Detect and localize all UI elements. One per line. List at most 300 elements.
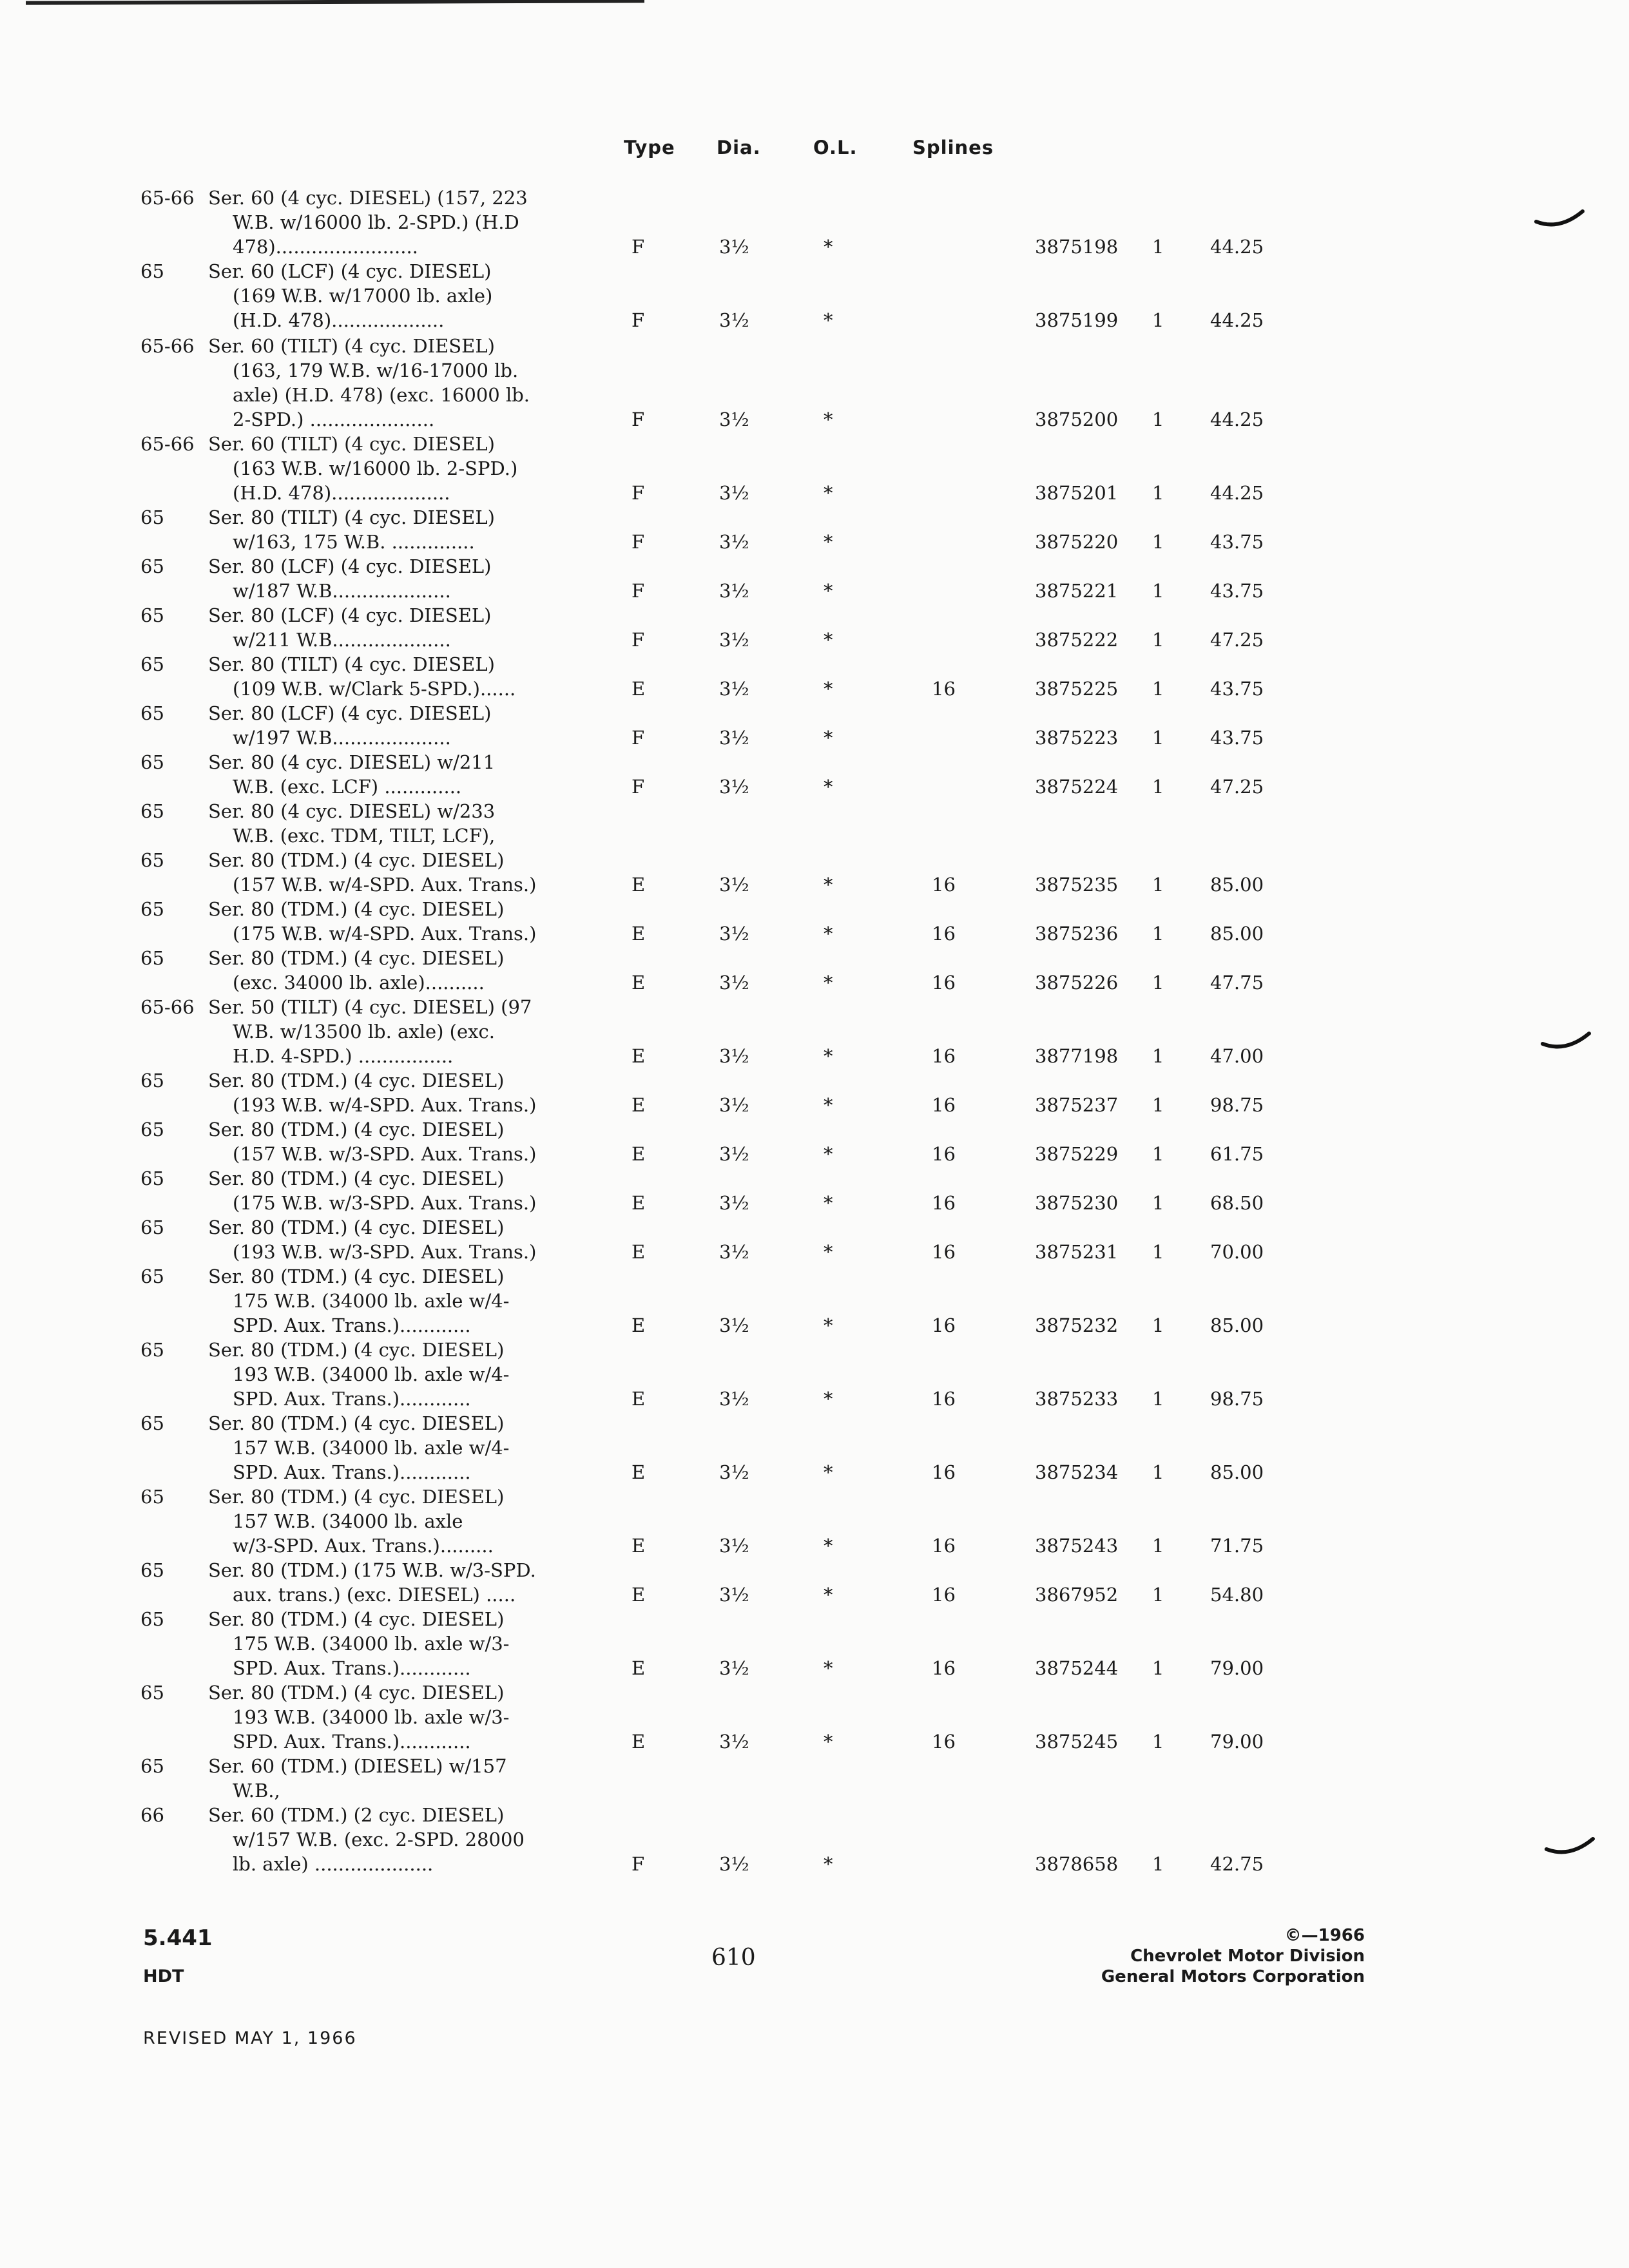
- description-line: 193 W.B. (34000 lb. axle w/3-: [233, 1706, 510, 1728]
- type-value: F: [631, 236, 645, 258]
- type-value: E: [631, 678, 646, 700]
- part-number: 3875198: [1035, 236, 1119, 258]
- price-value: 85.00: [1210, 1314, 1264, 1336]
- overall-length-value: *: [824, 482, 833, 504]
- description-line: Ser. 60 (TILT) (4 cyc. DIESEL): [208, 433, 495, 455]
- diameter-value: 3½: [719, 874, 749, 896]
- price-value: 79.00: [1210, 1657, 1264, 1679]
- entry-description: [208, 1754, 595, 1803]
- description-line: (175 W.B. w/3-SPD. Aux. Trans.): [233, 1192, 537, 1214]
- overall-length-value: *: [824, 1853, 833, 1875]
- quantity-value: 1: [1152, 1853, 1164, 1875]
- description-line: Ser. 80 (TDM.) (4 cyc. DIESEL): [208, 898, 505, 920]
- quantity-value: 1: [1152, 1535, 1164, 1557]
- model-year: 65: [140, 898, 164, 920]
- price-value: 43.75: [1210, 580, 1264, 602]
- description-line: 175 W.B. (34000 lb. axle w/3-: [233, 1633, 510, 1655]
- description-line: w/3-SPD. Aux. Trans.).........: [233, 1535, 494, 1557]
- description-line: Ser. 80 (TDM.) (4 cyc. DIESEL): [208, 947, 505, 969]
- description-line: W.B. w/13500 lb. axle) (exc.: [233, 1021, 495, 1043]
- entry-description: [208, 505, 595, 554]
- part-number: 3875229: [1035, 1143, 1119, 1165]
- description-line: w/197 W.B....................: [233, 727, 451, 749]
- description-line: Ser. 60 (TDM.) (2 cyc. DIESEL): [208, 1804, 505, 1826]
- description-line: 157 W.B. (34000 lb. axle w/4-: [233, 1437, 510, 1459]
- header-dia: Dia.: [717, 137, 761, 159]
- model-year: 65: [140, 1608, 164, 1630]
- price-value: 47.25: [1210, 629, 1264, 651]
- header-type: Type: [624, 137, 675, 159]
- overall-length-value: *: [824, 408, 833, 430]
- description-line: Ser. 80 (TDM.) (4 cyc. DIESEL): [208, 1070, 505, 1091]
- description-line: Ser. 80 (TDM.) (4 cyc. DIESEL): [208, 849, 505, 871]
- part-number: 3875244: [1035, 1657, 1119, 1679]
- price-value: 79.00: [1210, 1731, 1264, 1753]
- part-number: 3875234: [1035, 1461, 1119, 1483]
- type-value: E: [631, 972, 646, 994]
- part-number: 3875236: [1035, 923, 1119, 945]
- description-line: w/187 W.B....................: [233, 580, 451, 602]
- entry-description: [208, 1166, 595, 1215]
- price-value: 70.00: [1210, 1241, 1264, 1263]
- quantity-value: 1: [1152, 1045, 1164, 1067]
- type-value: F: [631, 309, 645, 331]
- description-line: SPD. Aux. Trans.)............: [233, 1731, 471, 1753]
- overall-length-value: *: [824, 309, 833, 331]
- entry-description: [208, 603, 595, 652]
- description-line: 175 W.B. (34000 lb. axle w/4-: [233, 1290, 510, 1312]
- part-number: 3875224: [1035, 776, 1119, 798]
- splines-value: 16: [932, 678, 956, 700]
- type-value: E: [631, 1584, 646, 1606]
- check-mark-icon: [1540, 1030, 1592, 1055]
- splines-value: 16: [932, 1192, 956, 1214]
- description-line: SPD. Aux. Trans.)............: [233, 1461, 471, 1483]
- diameter-value: 3½: [719, 531, 749, 553]
- splines-value: 16: [932, 1388, 956, 1410]
- description-line: Ser. 60 (TDM.) (DIESEL) w/157: [208, 1755, 507, 1777]
- quantity-value: 1: [1152, 482, 1164, 504]
- entry-description: [208, 1607, 595, 1680]
- type-value: F: [631, 727, 645, 749]
- model-year: 65: [140, 1216, 164, 1238]
- description-line: Ser. 80 (TDM.) (4 cyc. DIESEL): [208, 1486, 505, 1508]
- diameter-value: 3½: [719, 580, 749, 602]
- model-year: 66: [140, 1804, 164, 1826]
- overall-length-value: *: [824, 1192, 833, 1214]
- price-value: 85.00: [1210, 923, 1264, 945]
- splines-value: 16: [932, 1584, 956, 1606]
- price-value: 98.75: [1210, 1094, 1264, 1116]
- entry-description: [208, 1068, 595, 1117]
- description-line: w/211 W.B....................: [233, 629, 451, 651]
- description-line: (193 W.B. w/4-SPD. Aux. Trans.): [233, 1094, 537, 1116]
- price-value: 47.25: [1210, 776, 1264, 798]
- type-value: F: [631, 1853, 645, 1875]
- part-number: 3875230: [1035, 1192, 1119, 1214]
- description-line: Ser. 80 (TILT) (4 cyc. DIESEL): [208, 653, 495, 675]
- type-value: F: [631, 531, 645, 553]
- description-line: Ser. 50 (TILT) (4 cyc. DIESEL) (97: [208, 996, 532, 1018]
- description-line: axle) (H.D. 478) (exc. 16000 lb.: [233, 384, 530, 406]
- price-value: 44.25: [1210, 408, 1264, 430]
- entry-description: [208, 799, 595, 848]
- entry-description: [208, 1338, 595, 1411]
- type-value: E: [631, 1143, 646, 1165]
- description-line: W.B.,: [233, 1780, 280, 1802]
- quantity-value: 1: [1152, 580, 1164, 602]
- quantity-value: 1: [1152, 531, 1164, 553]
- price-value: 61.75: [1210, 1143, 1264, 1165]
- quantity-value: 1: [1152, 1192, 1164, 1214]
- overall-length-value: *: [824, 727, 833, 749]
- diameter-value: 3½: [719, 482, 749, 504]
- quantity-value: 1: [1152, 1731, 1164, 1753]
- description-line: Ser. 80 (TDM.) (4 cyc. DIESEL): [208, 1265, 505, 1287]
- model-year: 65: [140, 849, 164, 871]
- description-line: lb. axle) ....................: [233, 1853, 434, 1875]
- quantity-value: 1: [1152, 408, 1164, 430]
- description-line: 193 W.B. (34000 lb. axle w/4-: [233, 1363, 510, 1385]
- part-number: 3875243: [1035, 1535, 1119, 1557]
- entry-description: [208, 897, 595, 946]
- splines-value: 16: [932, 1241, 956, 1263]
- corporation-line: General Motors Corporation: [1101, 1967, 1365, 1986]
- price-value: 44.25: [1210, 309, 1264, 331]
- model-year: 65-66: [140, 187, 195, 209]
- overall-length-value: *: [824, 776, 833, 798]
- quantity-value: 1: [1152, 629, 1164, 651]
- header-splines: Splines: [912, 137, 994, 159]
- overall-length-value: *: [824, 629, 833, 651]
- diameter-value: 3½: [719, 629, 749, 651]
- description-line: SPD. Aux. Trans.)............: [233, 1657, 471, 1679]
- diameter-value: 3½: [719, 1731, 749, 1753]
- type-value: E: [631, 1192, 646, 1214]
- part-number: 3875199: [1035, 309, 1119, 331]
- type-value: E: [631, 1241, 646, 1263]
- model-year: 65: [140, 1486, 164, 1508]
- description-line: (193 W.B. w/3-SPD. Aux. Trans.): [233, 1241, 537, 1263]
- overall-length-value: *: [824, 1731, 833, 1753]
- copyright-block: [1101, 1925, 1365, 1987]
- splines-value: 16: [932, 1461, 956, 1483]
- diameter-value: 3½: [719, 1192, 749, 1214]
- model-year: 65: [140, 1119, 164, 1140]
- entry-description: [208, 701, 595, 750]
- scan-top-edge-line: [26, 0, 644, 5]
- entry-description: [208, 848, 595, 897]
- page-number: 610: [711, 1945, 756, 1971]
- division-line: Chevrolet Motor Division: [1130, 1946, 1365, 1966]
- part-number: 3875226: [1035, 972, 1119, 994]
- part-number: 3875200: [1035, 408, 1119, 430]
- diameter-value: 3½: [719, 1584, 749, 1606]
- overall-length-value: *: [824, 1045, 833, 1067]
- description-line: SPD. Aux. Trans.)............: [233, 1388, 471, 1410]
- description-line: (169 W.B. w/17000 lb. axle): [233, 285, 493, 307]
- price-value: 42.75: [1210, 1853, 1264, 1875]
- type-value: F: [631, 629, 645, 651]
- description-line: Ser. 80 (TDM.) (4 cyc. DIESEL): [208, 1682, 505, 1704]
- type-value: E: [631, 1461, 646, 1483]
- description-line: w/163, 175 W.B. ..............: [233, 531, 475, 553]
- quantity-value: 1: [1152, 1584, 1164, 1606]
- revision-date: REVISED MAY 1, 1966: [143, 2028, 357, 2048]
- model-year: 65: [140, 947, 164, 969]
- type-value: F: [631, 408, 645, 430]
- part-number: 3875221: [1035, 580, 1119, 602]
- description-line: (163 W.B. w/16000 lb. 2-SPD.): [233, 457, 518, 479]
- type-value: F: [631, 580, 645, 602]
- model-year: 65: [140, 800, 164, 822]
- model-year: 65: [140, 751, 164, 773]
- diameter-value: 3½: [719, 408, 749, 430]
- part-number: 3875237: [1035, 1094, 1119, 1116]
- diameter-value: 3½: [719, 1853, 749, 1875]
- splines-value: 16: [932, 1045, 956, 1067]
- quantity-value: 1: [1152, 1241, 1164, 1263]
- overall-length-value: *: [824, 1143, 833, 1165]
- quantity-value: 1: [1152, 1314, 1164, 1336]
- overall-length-value: *: [824, 1584, 833, 1606]
- quantity-value: 1: [1152, 972, 1164, 994]
- splines-value: 16: [932, 1535, 956, 1557]
- quantity-value: 1: [1152, 309, 1164, 331]
- check-mark-icon: [1534, 207, 1585, 233]
- splines-value: 16: [932, 1731, 956, 1753]
- diameter-value: 3½: [719, 1657, 749, 1679]
- description-line: (157 W.B. w/4-SPD. Aux. Trans.): [233, 874, 537, 896]
- price-value: 43.75: [1210, 678, 1264, 700]
- description-line: w/157 W.B. (exc. 2-SPD. 28000: [233, 1829, 525, 1850]
- quantity-value: 1: [1152, 1388, 1164, 1410]
- price-value: 47.75: [1210, 972, 1264, 994]
- overall-length-value: *: [824, 236, 833, 258]
- quantity-value: 1: [1152, 236, 1164, 258]
- price-value: 44.25: [1210, 482, 1264, 504]
- description-line: W.B. (exc. LCF) .............: [233, 776, 462, 798]
- description-line: Ser. 80 (TDM.) (4 cyc. DIESEL): [208, 1412, 505, 1434]
- price-value: 44.25: [1210, 236, 1264, 258]
- quantity-value: 1: [1152, 727, 1164, 749]
- description-line: (109 W.B. w/Clark 5-SPD.)......: [233, 678, 516, 700]
- part-number: 3875225: [1035, 678, 1119, 700]
- part-number: 3878658: [1035, 1853, 1119, 1875]
- entry-description: [208, 1411, 595, 1485]
- price-value: 43.75: [1210, 531, 1264, 553]
- check-mark-icon: [1544, 1835, 1595, 1861]
- part-number: 3875245: [1035, 1731, 1119, 1753]
- diameter-value: 3½: [719, 923, 749, 945]
- overall-length-value: *: [824, 1388, 833, 1410]
- part-number: 3875235: [1035, 874, 1119, 896]
- splines-value: 16: [932, 923, 956, 945]
- model-year: 65: [140, 1265, 164, 1287]
- type-value: E: [631, 1314, 646, 1336]
- splines-value: 16: [932, 1314, 956, 1336]
- entry-description: [208, 1215, 595, 1264]
- description-line: Ser. 60 (TILT) (4 cyc. DIESEL): [208, 335, 495, 357]
- part-number: 3875233: [1035, 1388, 1119, 1410]
- description-line: Ser. 60 (4 cyc. DIESEL) (157, 223: [208, 187, 528, 209]
- part-number: 3867952: [1035, 1584, 1119, 1606]
- description-line: (157 W.B. w/3-SPD. Aux. Trans.): [233, 1143, 537, 1165]
- diameter-value: 3½: [719, 1045, 749, 1067]
- entry-description: [208, 334, 595, 432]
- diameter-value: 3½: [719, 1388, 749, 1410]
- description-line: Ser. 80 (TILT) (4 cyc. DIESEL): [208, 506, 495, 528]
- description-line: Ser. 80 (4 cyc. DIESEL) w/211: [208, 751, 496, 773]
- model-year: 65: [140, 555, 164, 577]
- price-value: 47.00: [1210, 1045, 1264, 1067]
- model-year: 65: [140, 653, 164, 675]
- diameter-value: 3½: [719, 1241, 749, 1263]
- quantity-value: 1: [1152, 1461, 1164, 1483]
- model-year: 65: [140, 1339, 164, 1361]
- description-line: Ser. 80 (TDM.) (4 cyc. DIESEL): [208, 1339, 505, 1361]
- diameter-value: 3½: [719, 1461, 749, 1483]
- model-year: 65: [140, 1070, 164, 1091]
- overall-length-value: *: [824, 1314, 833, 1336]
- type-value: E: [631, 1094, 646, 1116]
- entry-description: [208, 1680, 595, 1754]
- description-line: SPD. Aux. Trans.)............: [233, 1314, 471, 1336]
- entry-description: [208, 186, 595, 259]
- description-line: Ser. 80 (TDM.) (4 cyc. DIESEL): [208, 1216, 505, 1238]
- part-number: 3875231: [1035, 1241, 1119, 1263]
- description-line: Ser. 80 (4 cyc. DIESEL) w/233: [208, 800, 496, 822]
- overall-length-value: *: [824, 531, 833, 553]
- overall-length-value: *: [824, 1241, 833, 1263]
- type-value: F: [631, 776, 645, 798]
- model-year: 65: [140, 506, 164, 528]
- quantity-value: 1: [1152, 923, 1164, 945]
- diameter-value: 3½: [719, 972, 749, 994]
- description-line: Ser. 80 (TDM.) (4 cyc. DIESEL): [208, 1119, 505, 1140]
- entry-description: [208, 1485, 595, 1558]
- price-value: 85.00: [1210, 1461, 1264, 1483]
- entry-description: [208, 750, 595, 799]
- overall-length-value: *: [824, 1535, 833, 1557]
- splines-value: 16: [932, 1657, 956, 1679]
- quantity-value: 1: [1152, 1094, 1164, 1116]
- diameter-value: 3½: [719, 1314, 749, 1336]
- description-line: Ser. 80 (LCF) (4 cyc. DIESEL): [208, 555, 492, 577]
- overall-length-value: *: [824, 972, 833, 994]
- description-line: H.D. 4-SPD.) ................: [233, 1045, 454, 1067]
- entry-description: [208, 1264, 595, 1338]
- description-line: Ser. 80 (LCF) (4 cyc. DIESEL): [208, 702, 492, 724]
- type-value: E: [631, 1388, 646, 1410]
- description-line: Ser. 60 (LCF) (4 cyc. DIESEL): [208, 260, 492, 282]
- overall-length-value: *: [824, 1094, 833, 1116]
- section-code: HDT: [143, 1966, 184, 1986]
- copyright-line: ©—1966: [1284, 1926, 1365, 1945]
- diameter-value: 3½: [719, 776, 749, 798]
- entry-description: [208, 259, 595, 332]
- description-line: Ser. 80 (LCF) (4 cyc. DIESEL): [208, 604, 492, 626]
- overall-length-value: *: [824, 580, 833, 602]
- entry-description: [208, 946, 595, 995]
- overall-length-value: *: [824, 923, 833, 945]
- model-year: 65-66: [140, 335, 195, 357]
- entry-description: [208, 554, 595, 603]
- splines-value: 16: [932, 1143, 956, 1165]
- description-line: 2-SPD.) .....................: [233, 408, 435, 430]
- part-number: 3875222: [1035, 629, 1119, 651]
- description-line: aux. trans.) (exc. DIESEL) .....: [233, 1584, 516, 1606]
- description-line: (H.D. 478)....................: [233, 482, 450, 504]
- entry-description: [208, 1803, 595, 1876]
- description-line: W.B. (exc. TDM, TILT, LCF),: [233, 825, 496, 847]
- model-year: 65: [140, 1755, 164, 1777]
- entry-description: [208, 995, 595, 1068]
- part-number: 3875232: [1035, 1314, 1119, 1336]
- splines-value: 16: [932, 972, 956, 994]
- part-number: 3877198: [1035, 1045, 1119, 1067]
- splines-value: 16: [932, 1094, 956, 1116]
- overall-length-value: *: [824, 678, 833, 700]
- section-number: 5.441: [143, 1925, 213, 1951]
- type-value: E: [631, 1731, 646, 1753]
- model-year: 65: [140, 702, 164, 724]
- part-number: 3875201: [1035, 482, 1119, 504]
- model-year: 65: [140, 1682, 164, 1704]
- description-line: W.B. w/16000 lb. 2-SPD.) (H.D: [233, 211, 519, 233]
- diameter-value: 3½: [719, 1143, 749, 1165]
- entry-description: [208, 652, 595, 701]
- diameter-value: 3½: [719, 727, 749, 749]
- price-value: 68.50: [1210, 1192, 1264, 1214]
- overall-length-value: *: [824, 874, 833, 896]
- description-line: Ser. 80 (TDM.) (4 cyc. DIESEL): [208, 1168, 505, 1189]
- price-value: 85.00: [1210, 874, 1264, 896]
- price-value: 43.75: [1210, 727, 1264, 749]
- diameter-value: 3½: [719, 678, 749, 700]
- description-line: (exc. 34000 lb. axle)..........: [233, 972, 485, 994]
- model-year: 65: [140, 1559, 164, 1581]
- part-number: 3875220: [1035, 531, 1119, 553]
- quantity-value: 1: [1152, 1143, 1164, 1165]
- type-value: E: [631, 1535, 646, 1557]
- model-year: 65-66: [140, 433, 195, 455]
- description-line: 478)........................: [233, 236, 418, 258]
- entry-description: [208, 432, 595, 505]
- header-ol: O.L.: [813, 137, 858, 159]
- overall-length-value: *: [824, 1657, 833, 1679]
- quantity-value: 1: [1152, 678, 1164, 700]
- quantity-value: 1: [1152, 874, 1164, 896]
- quantity-value: 1: [1152, 776, 1164, 798]
- price-value: 98.75: [1210, 1388, 1264, 1410]
- quantity-value: 1: [1152, 1657, 1164, 1679]
- description-line: Ser. 80 (TDM.) (175 W.B. w/3-SPD.: [208, 1559, 536, 1581]
- model-year: 65-66: [140, 996, 195, 1018]
- part-number: 3875223: [1035, 727, 1119, 749]
- diameter-value: 3½: [719, 1094, 749, 1116]
- type-value: E: [631, 874, 646, 896]
- model-year: 65: [140, 604, 164, 626]
- diameter-value: 3½: [719, 309, 749, 331]
- diameter-value: 3½: [719, 1535, 749, 1557]
- price-value: 54.80: [1210, 1584, 1264, 1606]
- diameter-value: 3½: [719, 236, 749, 258]
- model-year: 65: [140, 1168, 164, 1189]
- description-line: (175 W.B. w/4-SPD. Aux. Trans.): [233, 923, 537, 945]
- entry-description: [208, 1558, 595, 1607]
- type-value: E: [631, 923, 646, 945]
